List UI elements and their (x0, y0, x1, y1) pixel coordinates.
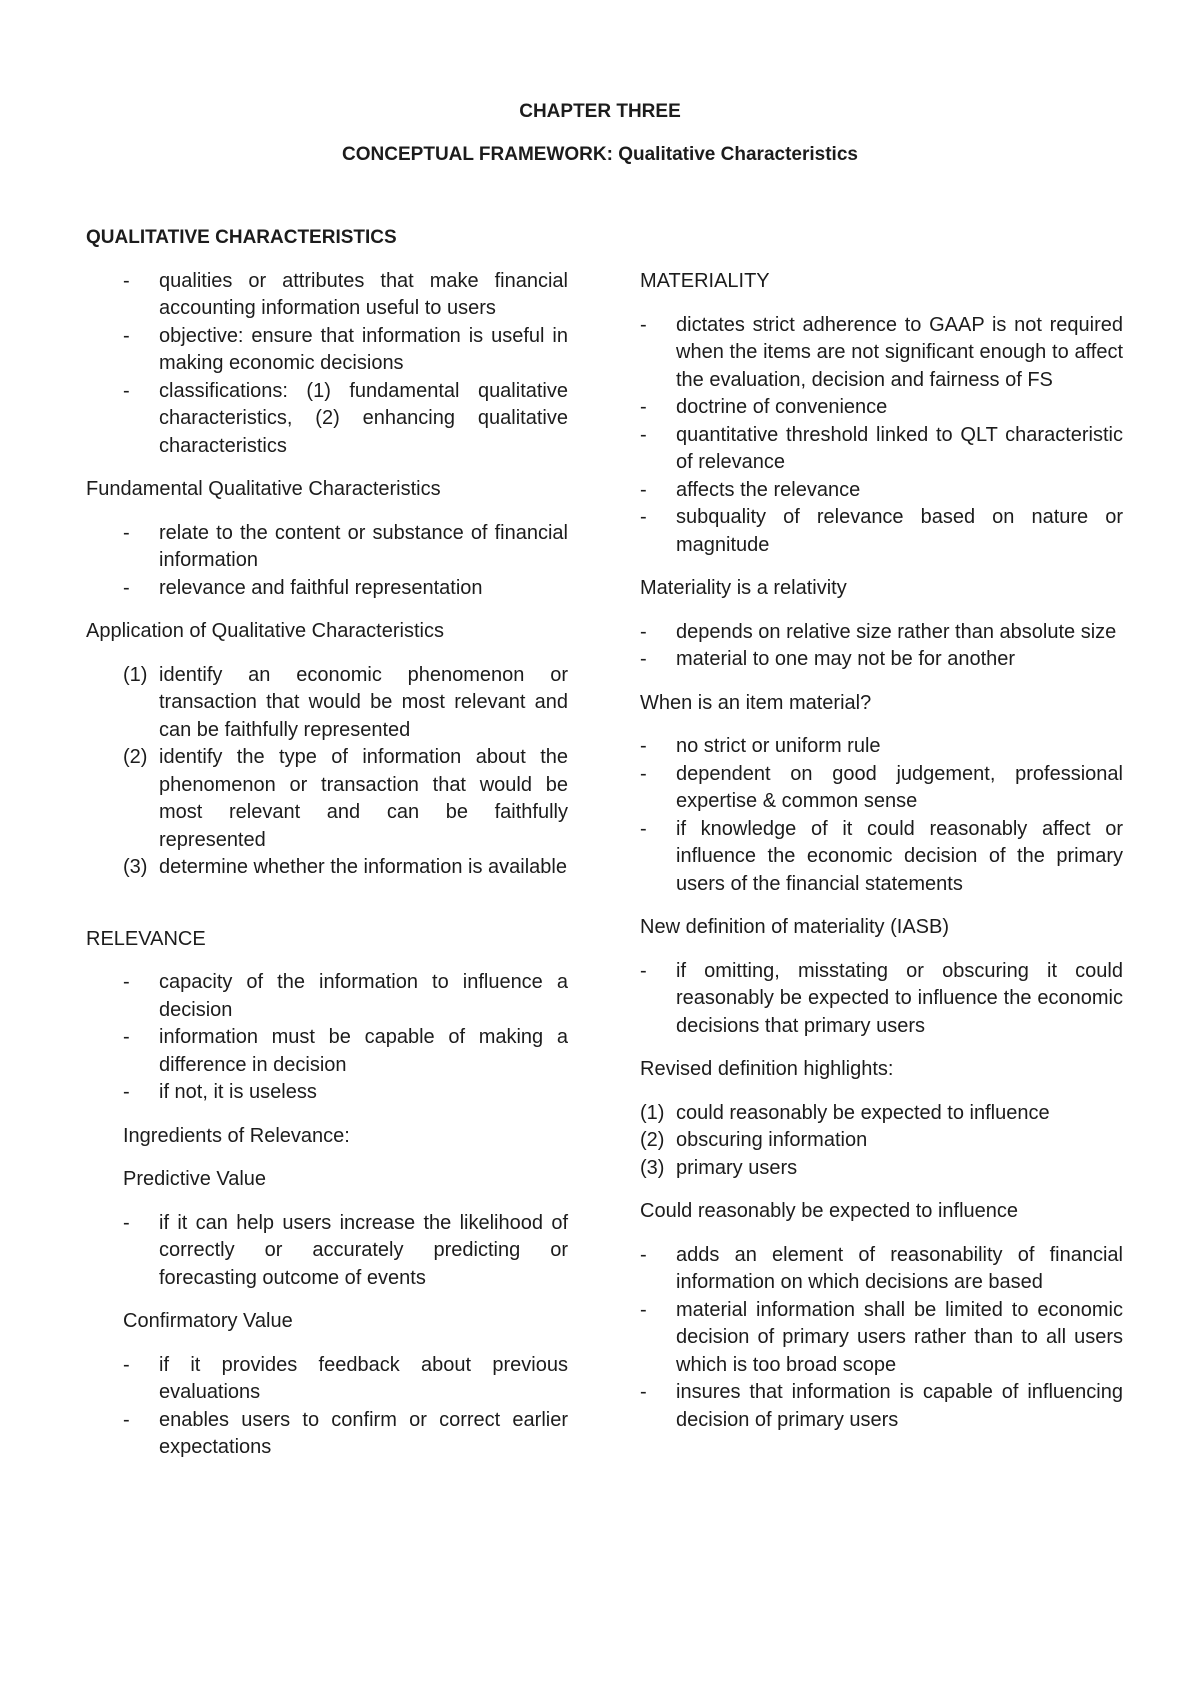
list-item: - insures that information is capable of influencing decision of primary users (640, 1381, 1123, 1431)
revised-heading: Revised definition highlights: (640, 1058, 894, 1080)
list-item: - dictates strict adherence to GAAP is not required when the items are not significant enough to affect the evaluation, decision and fairness of FS (640, 313, 1123, 391)
list-item: - material to one may not be for another (640, 648, 1016, 670)
list-item: (2) identify the type of information about the phenomenon or transaction that would be most relevant and can be faithfully represented (123, 746, 568, 851)
list-item: - quantitative threshold linked to QLT characteristic of relevance (640, 423, 1123, 473)
list-item: (3) primary users (640, 1156, 798, 1179)
list-item: - classifications: (1) fundamental qualitative characteristics, (2) enhancing qualitative characteristics (123, 379, 568, 457)
qualitative-characteristics-heading: QUALITATIVE CHARACTERISTICS (86, 227, 397, 248)
materiality-list (640, 312, 1123, 560)
chapter-subtitle: CONCEPTUAL FRAMEWORK: Qualitative Characteristics (342, 144, 858, 165)
list-item: - doctrine of convenience (640, 396, 888, 418)
list-item: (1) could reasonably be expected to influence (640, 1101, 1050, 1124)
list-item: - dependent on good judgement, professional expertise & common sense (640, 762, 1123, 812)
list-item: - if it provides feedback about previous evaluations (123, 1353, 568, 1403)
list-item: - subquality of relevance based on nature or magnitude (640, 506, 1123, 556)
list-item: - no strict or uniform rule (640, 735, 881, 757)
list-item: - if not, it is useless (123, 1081, 317, 1103)
fundamental-list (86, 520, 568, 603)
list-item: - objective: ensure that information is useful in making economic decisions (123, 324, 568, 374)
list-item: - adds an element of reasonability of financial information on which decisions are based (640, 1243, 1123, 1293)
when-material-heading: When is an item material? (640, 691, 872, 714)
list-item: - material information shall be limited to economic decision of primary users rather than to all users which is too broad scope (640, 1298, 1123, 1376)
left-column (86, 224, 568, 1478)
chapter-title: CHAPTER THREE (519, 101, 681, 122)
list-item: - information must be capable of making a difference in decision (123, 1026, 568, 1076)
list-item: - relevance and faithful representation (123, 576, 483, 599)
list-item: - qualities or attributes that make financial accounting information useful to users (123, 269, 568, 319)
new-definition-list (640, 958, 1123, 1041)
list-item: - depends on relative size rather than absolute size (640, 620, 1117, 643)
revised-list (640, 1100, 1123, 1183)
materiality-heading: MATERIALITY (640, 270, 770, 292)
relevance-heading: RELEVANCE (86, 927, 206, 950)
when-material-list (640, 733, 1123, 898)
right-column (640, 268, 1123, 1450)
list-item: - relate to the content or substance of financial information (123, 521, 568, 571)
list-item: (1) identify an economic phenomenon or transaction that would be most relevant and can be faithfully represented (123, 663, 568, 741)
list-item: (2) obscuring information (640, 1129, 868, 1151)
list-item: - enables users to confirm or correct earlier expectations (123, 1408, 568, 1458)
list-item: - if omitting, misstating or obscuring it could reasonably be expected to influence the economic decisions that primary users (640, 959, 1123, 1037)
relativity-list (640, 619, 1123, 674)
predictive-list (86, 1210, 568, 1293)
relativity-heading: Materiality is a relativity (640, 577, 847, 599)
list-item: - affects the relevance (640, 478, 861, 501)
application-heading: Application of Qualitative Characteristics (86, 620, 444, 642)
application-list (86, 662, 568, 882)
relevance-list (86, 969, 568, 1107)
confirmatory-list (86, 1352, 568, 1462)
list-item: - if it can help users increase the likelihood of correctly or accurately predicting or forecasting outcome of events (123, 1211, 568, 1289)
could-influence-list (640, 1242, 1123, 1435)
could-influence-heading: Could reasonably be expected to influence (640, 1200, 1019, 1222)
new-definition-heading: New definition of materiality (IASB) (640, 916, 950, 938)
confirmatory-heading: Confirmatory Value (123, 1310, 293, 1332)
predictive-heading: Predictive Value (123, 1168, 267, 1190)
list-item: (3) determine whether the information is available (123, 856, 567, 878)
ingredients-heading: Ingredients of Relevance: (123, 1124, 350, 1147)
list-item: - capacity of the information to influence a decision (123, 971, 568, 1021)
qc-list (86, 268, 568, 461)
fundamental-heading: Fundamental Qualitative Characteristics (86, 478, 441, 500)
list-item: - if knowledge of it could reasonably affect or influence the economic decision of the primary users of the financial statements (640, 817, 1123, 895)
